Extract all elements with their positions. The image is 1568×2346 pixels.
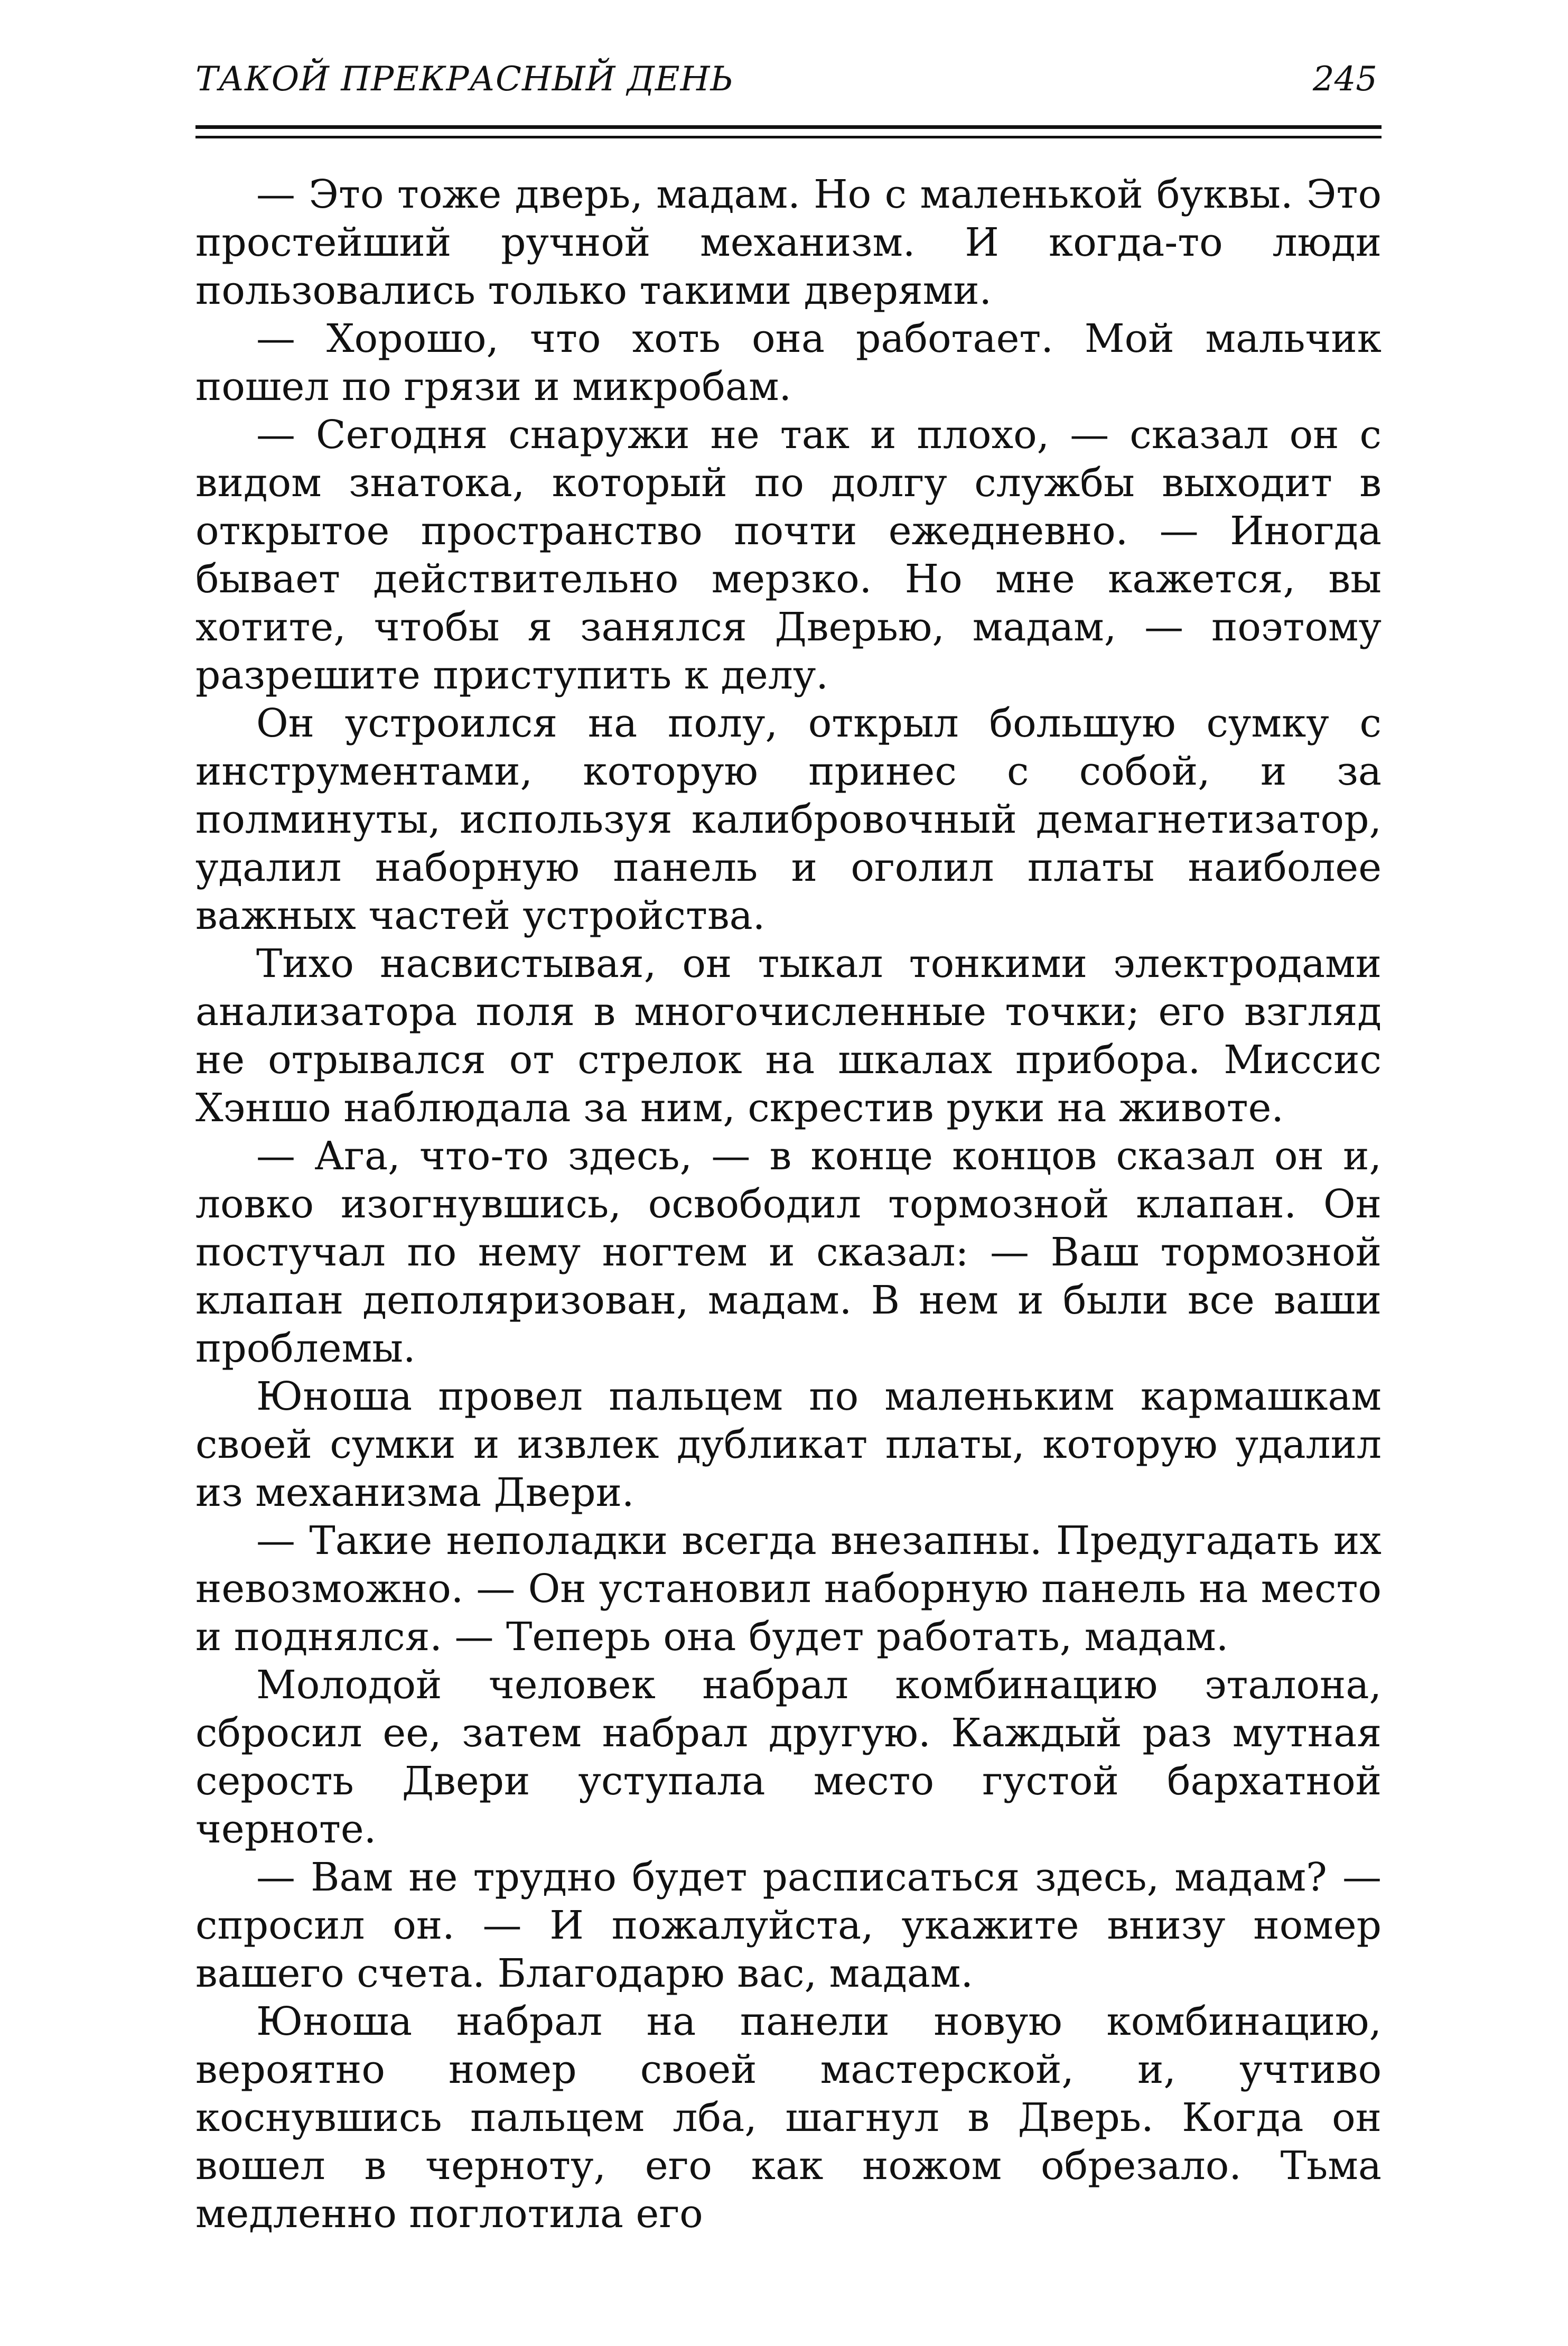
paragraph: Молодой человек набрал комбинацию эталона, сбросил ее, затем набрал другую. Каждый раз мутная серость Двери уступала место густой бархатной черноте. — [195, 1662, 1382, 1852]
paragraph: Тихо насвистывая, он тыкал тонкими электродами анализатора поля в многочисленные точки; его взгляд не отрывался от стрелок на шкалах прибора. Миссис Хэншо наблюдала за ним, скрестив руки на животе. — [195, 941, 1382, 1131]
page-number: 245 — [1312, 60, 1377, 99]
header-rule-bottom — [195, 136, 1382, 138]
paragraph: Юноша набрал на панели новую комбинацию, вероятно номер своей мастерской, и, учтиво коснувшись пальцем лба, шагнул в Дверь. Когда он вошел в черноту, его как ножом обрезало. Тьма медленно поглотила его — [195, 1999, 1382, 2237]
body-text — [195, 171, 1382, 2238]
paragraph: — Сегодня снаружи не так и плохо, — сказал он с видом знатока, который по долгу службы выходит в открытое пространство почти ежедневно. — Иногда бывает действительно мерзко. Но мне кажется, вы хотите, чтобы я занялся Дверью, мадам, — поэтому разрешите приступить к делу. — [195, 412, 1382, 698]
book-page — [195, 50, 1382, 2296]
paragraph: — Хорошо, что хоть она работает. Мой мальчик пошел по грязи и микробам. — [195, 316, 1382, 409]
page-header — [195, 50, 1382, 124]
paragraph: — Ага, что-то здесь, — в конце концов сказал он и, ловко изогнувшись, освободил тормозной клапан. Он постучал по нему ногтем и сказал: — Ваш тормозной клапан деполяризован, мадам. В нем и были все ваши проблемы. — [195, 1133, 1382, 1371]
header-rule-top — [195, 125, 1382, 129]
running-title: ТАКОЙ ПРЕКРАСНЫЙ ДЕНЬ — [195, 60, 734, 99]
paragraph: — Это тоже дверь, мадам. Но с маленькой буквы. Это простейший ручной механизм. И когда-то люди пользовались только такими дверями. — [195, 172, 1382, 313]
paragraph: Он устроился на полу, открыл большую сумку с инструментами, которую принес с собой, и за полминуты, используя калибровочный демагнетизатор, удалил наборную панель и оголил платы наиболее важных частей устройства. — [195, 701, 1382, 938]
paragraph: — Такие неполадки всегда внезапны. Предугадать их невозможно. — Он установил наборную панель на место и поднялся. — Теперь она будет работать, мадам. — [195, 1518, 1382, 1660]
paragraph: — Вам не трудно будет расписаться здесь, мадам? — спросил он. — И пожалуйста, укажите внизу номер вашего счета. Благодарю вас, мадам. — [195, 1855, 1382, 1996]
paragraph: Юноша провел пальцем по маленьким кармашкам своей сумки и извлек дубликат платы, которую удалил из механизма Двери. — [195, 1374, 1382, 1515]
